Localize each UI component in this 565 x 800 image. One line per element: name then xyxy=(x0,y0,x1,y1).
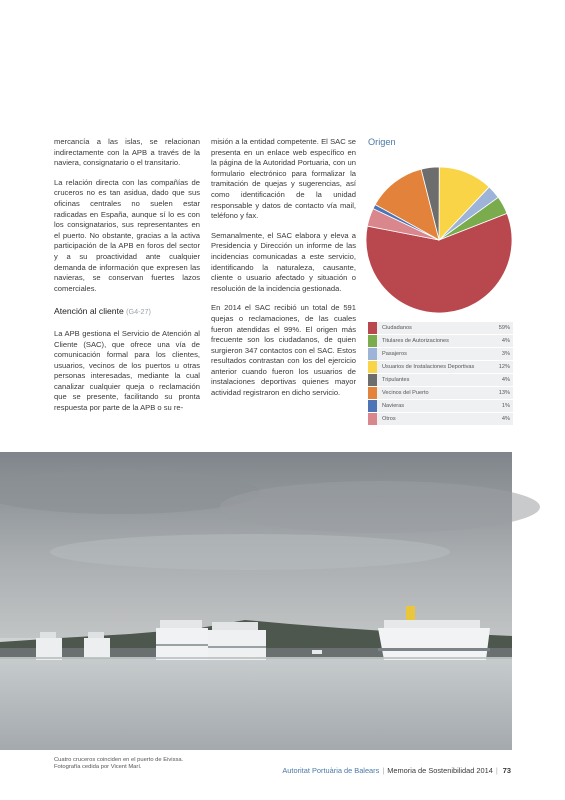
cloud xyxy=(220,481,540,533)
legend-value: 12% xyxy=(496,361,513,374)
legend-row xyxy=(368,400,513,413)
section-heading-text: Atención al cliente xyxy=(54,306,124,317)
legend-row xyxy=(368,322,513,335)
page-footer xyxy=(282,766,511,775)
chart-title: Origen xyxy=(368,137,396,147)
caption-line: Fotografía cedida por Vicent Marí. xyxy=(54,764,142,771)
chart-legend xyxy=(368,322,513,426)
legend-label: Usuarios de Instalaciones Deportivas xyxy=(377,361,496,374)
legend-label: Tripulantes xyxy=(377,374,496,387)
footer-report-title: Memoria de Sostenibilidad 2014 xyxy=(387,766,493,775)
section-heading xyxy=(54,306,200,318)
footer-separator: | xyxy=(382,766,385,775)
legend-label: Otros xyxy=(377,413,496,426)
legend-label: Titulares de Autorizaciones xyxy=(377,335,496,348)
legend-value: 13% xyxy=(496,387,513,400)
legend-value: 3% xyxy=(496,348,513,361)
legend-swatch xyxy=(368,361,377,374)
footer-separator: | xyxy=(495,766,498,775)
legend-label: Ciudadanos xyxy=(377,322,496,335)
legend-swatch xyxy=(368,374,377,387)
cloud xyxy=(50,534,450,570)
footer-organization: Autoritat Portuària de Balears xyxy=(282,766,380,775)
legend-row xyxy=(368,387,513,400)
paragraph: En 2014 el SAC recibió un total de 591 quejas o reclamaciones, de las cuales fueron atendidas el 99%. El origen más frecuente son los ciudadanos, de quien surgieron 347 contactos con el SAC. Estos resultados contrastan con los del ejercicio anterior cuando fueron los usuarios de instalaciones deportivas quienes mayor actividad registraron en dicho servicio. xyxy=(211,303,356,398)
small-boat xyxy=(312,650,322,654)
legend-label: Pasajeros xyxy=(377,348,496,361)
cruise-ship xyxy=(208,622,266,660)
paragraph: La APB gestiona el Servicio de Atención al Cliente (SAC), que ofrece una vía de comunicación formal para los clientes, usuarios, vecinos de los puertos u otras personas interesadas, mediante la cual canalizar cualquier queja o reclamación que se presente, facilitando su pronta respuesta por parte de la APB o su re- xyxy=(54,328,200,413)
caption-line: Cuatro cruceros coinciden en el puerto de Eivissa. xyxy=(54,757,184,763)
legend-value: 59% xyxy=(496,322,513,335)
legend-row xyxy=(368,335,513,348)
legend-swatch xyxy=(368,413,377,426)
legend-row xyxy=(368,374,513,387)
paragraph: Semanalmente, el SAC elabora y eleva a Presidencia y Dirección un informe de las incidencias comunicadas a este servicio, identificando la naturaleza, causante, cliente o usuario afectado y situación o resolución de la incidencia gestionada. xyxy=(211,230,356,293)
port-photo xyxy=(0,452,565,750)
legend-swatch xyxy=(368,335,377,348)
page-number: 73 xyxy=(502,766,511,775)
legend-swatch xyxy=(368,387,377,400)
paragraph: misión a la entidad competente. El SAC se presenta en un enlace web específico en la página de la Autoridad Portuaria, con un formulario electrónico para formalizar la tramitación de quejas y sugerencias, así como identificación de la unidad responsable y datos de contacto vía mail, teléfono y fax. xyxy=(211,137,356,221)
legend-label: Navieras xyxy=(377,400,496,413)
legend-swatch xyxy=(368,322,377,335)
legend-swatch xyxy=(368,348,377,361)
photo-caption xyxy=(54,757,183,772)
water-line xyxy=(0,657,512,659)
legend-row xyxy=(368,361,513,374)
legend-value: 4% xyxy=(496,374,513,387)
paragraph: mercancía a las islas, se relacionan indirectamente con la APB a través de la naviera, consignatario o el transitario. xyxy=(54,137,200,168)
legend-value: 4% xyxy=(496,335,513,348)
legend-value: 4% xyxy=(496,413,513,426)
legend-swatch xyxy=(368,400,377,413)
text-column-left xyxy=(54,137,200,423)
pie-chart xyxy=(365,165,513,315)
gri-reference: (G4-27) xyxy=(126,307,151,317)
cruise-ship xyxy=(156,620,208,660)
paragraph: La relación directa con las compañías de cruceros no es tan asidua, dado que sus oficinas centrales no suelen estar radicadas en España, aunque sí lo es con los consignatarios, sus representantes en el puerto. No obstante, gracias a la activa participación de la APB en foros del sector y a su proactividad ante cualquier demanda de información que expresen las navieras, se conservan fuertes lazos comerciales. xyxy=(54,177,200,293)
text-column-middle xyxy=(211,137,356,408)
legend-row xyxy=(368,413,513,426)
legend-value: 1% xyxy=(496,400,513,413)
legend-row xyxy=(368,348,513,361)
legend-label: Vecinos del Puerto xyxy=(377,387,496,400)
